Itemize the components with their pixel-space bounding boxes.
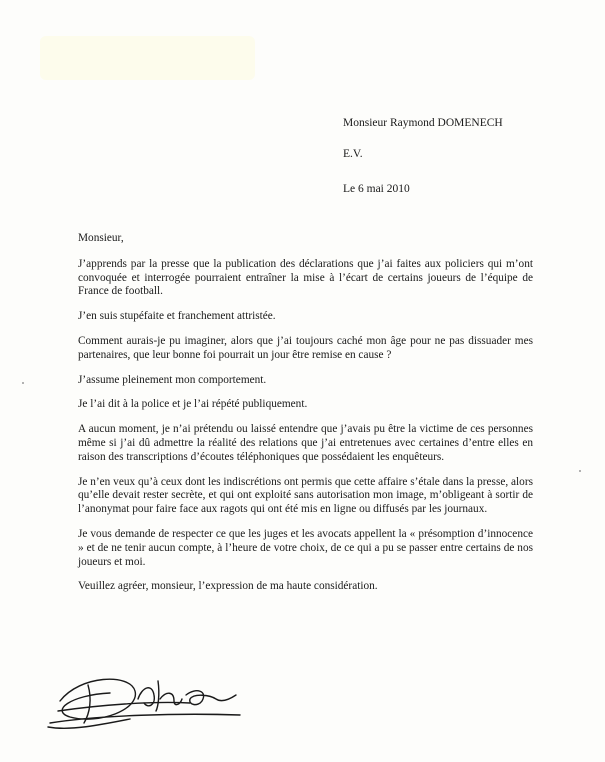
paragraph: J’assume pleinement mon comportement. bbox=[78, 373, 267, 386]
paragraph: A aucun moment, je n’ai prétendu ou laissé entendre que j’avais pu être la victime de ces personnes même si j’ai dû admettre la réalité des relations que j’ai entretenues avec certaines d’entre elles en raison des transcriptions d’écoutes téléphoniques que possédaient les enquêteurs. bbox=[78, 423, 533, 463]
scan-speck bbox=[22, 382, 24, 384]
paragraph: Je vous demande de respecter ce que les juges et les avocats appellent la « présomption d’innocence » et de ne tenir aucun compte, à l’heure de votre choix, de ce qui a pu se passer entre certains de nos joueurs et moi. bbox=[78, 527, 533, 568]
scan-speck bbox=[579, 470, 581, 472]
closing-paragraph: Veuillez agréer, monsieur, l’expression de ma haute considération. bbox=[78, 580, 378, 593]
addressee-reference: E.V. bbox=[343, 148, 363, 160]
paragraph: J’apprends par la presse que la publication des déclarations que j’ai faites aux policiers qui m’ont convoquée et interrogée pourraient entraîner la mise à l’écart de certains joueurs de l’équipe de France de football. bbox=[78, 257, 533, 298]
handwritten-signature bbox=[40, 665, 280, 735]
scan-highlight-mark bbox=[40, 36, 255, 80]
letter-body bbox=[78, 232, 533, 605]
paragraph: Je n’en veux qu’à ceux dont les indiscrétions ont permis que cette affaire s’étale dans la presse, alors qu’elle devait rester secrète, et qui ont exploité sans autorisation mon image, m’obligeant à sortir de l’anonymat pour faire face aux ragots qui ont été mis en ligne ou diffusés par les journaux. bbox=[78, 475, 533, 516]
addressee-block bbox=[343, 115, 503, 197]
paragraph: Je l’ai dit à la police et je l’ai répété publiquement. bbox=[78, 398, 308, 411]
paragraph: Comment aurais-je pu imaginer, alors que j’ai toujours caché mon âge pour ne pas dissuader mes partenaires, que leur bonne foi pourrait un jour être remise en cause ? bbox=[78, 334, 533, 361]
letter-date: Le 6 mai 2010 bbox=[343, 183, 410, 195]
addressee-name: Monsieur Raymond DOMENECH bbox=[343, 117, 503, 129]
paragraph: J’en suis stupéfaite et franchement attristée. bbox=[78, 310, 276, 323]
salutation: Monsieur, bbox=[78, 232, 124, 244]
